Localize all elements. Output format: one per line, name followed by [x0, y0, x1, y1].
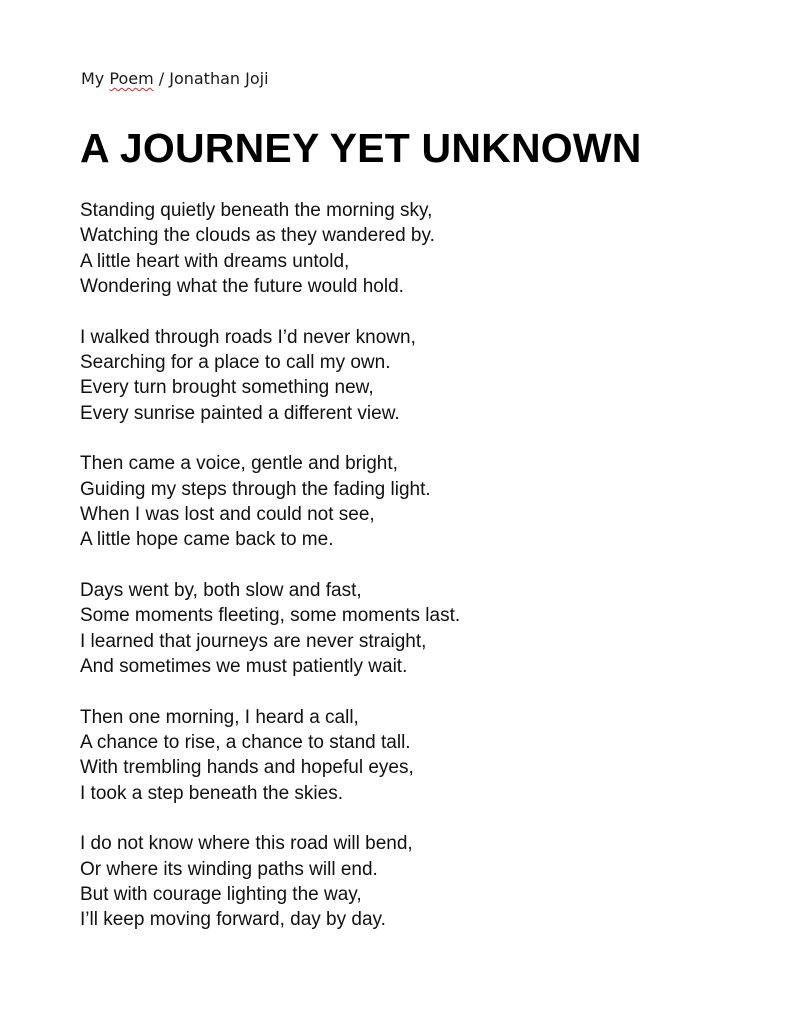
poem-line: When I was lost and could not see,	[80, 504, 375, 526]
poem-title: A JOURNEY YET UNKNOWN	[80, 125, 642, 171]
poem-line: Days went by, both slow and fast,	[80, 579, 362, 601]
poem-line: Wondering what the future would hold.	[80, 276, 404, 298]
stanza	[80, 198, 780, 300]
poem-line: Then one morning, I heard a call,	[80, 706, 359, 728]
stanza	[80, 831, 780, 933]
breadcrumb-misspelled-word[interactable]: Poem	[109, 69, 154, 88]
poem-line: Or where its winding paths will end.	[80, 858, 378, 880]
poem-line: Some moments fleeting, some moments last.	[80, 605, 461, 627]
breadcrumb-prefix: My	[81, 69, 110, 88]
stanza	[80, 705, 780, 807]
poem-line: Watching the clouds as they wandered by.	[80, 225, 435, 247]
stanza	[80, 325, 780, 427]
breadcrumb-suffix: / Jonathan Joji	[153, 69, 269, 88]
poem-line: A little heart with dreams untold,	[80, 250, 350, 272]
stanza	[80, 451, 780, 553]
poem-line: I’ll keep moving forward, day by day.	[80, 909, 386, 931]
poem-line: I walked through roads I’d never known,	[80, 326, 416, 348]
poem-line: Searching for a place to call my own.	[80, 352, 391, 374]
poem-line: Standing quietly beneath the morning sky,	[80, 200, 433, 221]
poem-line: I do not know where this road will bend,	[80, 833, 413, 855]
poem-line: I learned that journeys are never straight,	[80, 630, 427, 652]
poem-line: A little hope came back to me.	[80, 529, 334, 551]
poem-line: Every turn brought something new,	[80, 377, 374, 399]
poem-line: Every sunrise painted a different view.	[80, 402, 400, 424]
breadcrumb	[81, 68, 269, 90]
poem-line: But with courage lighting the way,	[80, 883, 362, 905]
poem-line: A chance to rise, a chance to stand tall.	[80, 731, 411, 753]
poem-line: I took a step beneath the skies.	[80, 782, 344, 804]
poem-line: With trembling hands and hopeful eyes,	[80, 757, 414, 779]
poem-body	[80, 198, 780, 958]
stanza	[80, 578, 780, 680]
poem-line: Then came a voice, gentle and bright,	[80, 453, 398, 475]
poem-line: And sometimes we must patiently wait.	[80, 656, 408, 678]
poem-line: Guiding my steps through the fading light.	[80, 478, 431, 500]
